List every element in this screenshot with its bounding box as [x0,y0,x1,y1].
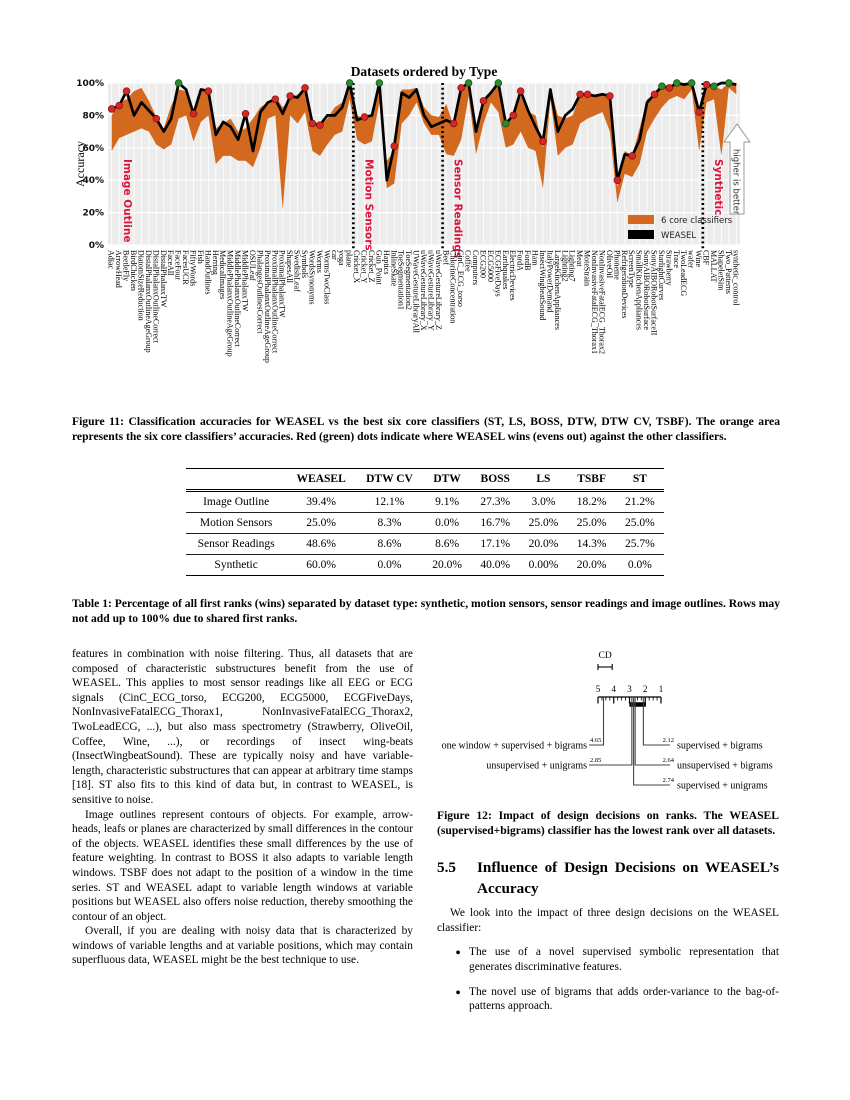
x-tick-label: ProximalPhalanxOutlineCorrect [270,250,280,354]
row-label: Image Outline [186,491,286,513]
win-dot [458,84,465,91]
x-tick-label: Strawberry [664,250,674,286]
x-tick-label: CinC_ECG_torso [456,250,466,307]
x-tick-label: Gun_Point [374,250,384,285]
win-dot [584,91,591,98]
table-row [186,555,664,576]
x-tick-label: Worms [314,250,324,273]
bullet-icon: • [455,984,461,1002]
x-tick-label: ShapeletSim [716,250,726,291]
x-tick-label: MiddlePhalanxOutlineCorrect [233,250,243,347]
x-tick-label: RefrigerationDevices [619,250,629,319]
legend-swatch-band [628,215,654,224]
table1-col-header: WEASEL [286,469,356,491]
section-heading [437,858,779,899]
table1-header [186,469,664,491]
win-dot [629,153,636,160]
x-tick-label: Beef [441,250,451,266]
x-tick-label: WormsTwoClass [322,250,332,305]
table-cell: 0.0% [377,559,402,571]
x-tick-label: ToeSegmentation1 [396,250,406,310]
table1-col-header: TSBF [568,469,616,491]
win-dot [205,88,212,95]
x-tick-label: plane [344,250,354,268]
x-tick-label: StarlightCurves [656,250,666,301]
x-tick-label: Ham [530,250,540,266]
x-tick-label: Herring [210,250,220,275]
x-tick-label: DistalPhalanxOutlineCorrect [151,250,161,343]
table-cell: 12.1% [356,491,423,513]
method-label: unsupervised + unigrams [486,760,587,772]
bullet-text: The use of a novel supervised symbolic representation that generates discriminative features. [469,946,779,973]
x-tick-label: SwedishLeaf [292,250,302,292]
x-tick-label: UWaveGestureLibraryAll [411,250,421,333]
method-rank: 2.12 [662,737,674,744]
table-cell: 8.6% [356,534,423,555]
x-tick-label: MedicalImages [218,250,228,300]
x-tick-label: Symbols [300,250,310,279]
table-cell: 8.6% [423,534,471,555]
win-dot [510,112,517,119]
x-tick-label: Computers [471,250,481,286]
win-dot [123,88,130,95]
bullet-icon: • [455,945,461,963]
x-tick-label: Lighting7 [567,250,577,282]
table-cell: 14.3% [568,534,616,555]
table-cell: 20.0% [432,559,462,571]
x-tick-label: FaceAll [166,250,176,276]
x-tick-label: ArrowHead [114,250,124,288]
win-dot [317,122,324,129]
method-line [635,697,670,765]
table-cell: 48.6% [286,534,356,555]
section-number: 5.5 [437,859,456,877]
win-dot [302,84,309,91]
win-dot [242,110,249,117]
win-dot [108,106,115,113]
even-dot [175,80,182,87]
win-dot [651,91,658,98]
axis-tick-label: 3 [627,684,632,694]
x-tick-label: Cricket_X [352,250,362,284]
x-tick-label: ProximalPhalanxOutlineAgeGroup [262,250,272,363]
method-line [589,697,632,765]
even-dot [465,80,472,87]
table-cell: 0.00% [528,559,559,571]
x-tick-label: Cricket_Z [366,250,376,283]
table1-col-header [186,469,286,491]
row-label: Sensor Readings [186,534,286,555]
win-dot [606,93,613,100]
x-tick-label: FaceFour [173,250,183,281]
figure11-chart [72,64,782,412]
table-cell: 25.0% [616,513,664,534]
table-cell: 25.0% [519,513,567,534]
win-dot [517,88,524,95]
table1-col-header: ST [616,469,664,491]
x-tick-label: ChlorineConcentration [448,250,458,324]
x-tick-label: ECGFiveDays [493,250,503,297]
x-tick-label: HandOutlines [203,250,213,295]
table-cell: 25.0% [286,513,356,534]
win-dot [450,120,457,127]
axis-tick-label: 1 [658,684,664,694]
x-tick-label: synthetic_control [731,250,741,306]
x-tick-label: NonInvasiveFatalECG_Thorax1 [590,250,600,354]
x-tick-label: Wine [694,250,704,268]
legend-swatch-weasel [628,230,654,239]
x-tick-label: SmallKitchenAppliances [634,250,644,330]
x-tick-label: Meat [575,250,585,267]
bullet-item [447,985,779,1014]
axis-tick-label: 5 [595,684,601,694]
row-label: Synthetic [214,559,258,571]
x-tick-label: FordB [523,250,533,271]
table-cell: 20.0% [576,559,607,571]
bullet-text: The novel use of bigrams that adds order-variance to the bag-of-patterns approach. [469,985,779,1013]
even-dot [502,120,509,127]
group-label: Image Outline [121,159,133,243]
win-dot [287,93,294,100]
y-tick-label: 0% [88,241,104,251]
x-tick-label: MiddlePhalanxOutlineAgeGroup [225,250,235,357]
x-tick-label: Trace [671,250,681,268]
section-title: Influence of Design Decisions on WEASEL’s Accuracy [477,859,779,897]
win-dot [696,109,703,116]
method-label: unsupervised + bigrams [677,760,773,772]
table-cell: 0.0% [627,559,652,571]
method-label: one window + supervised + bigrams [441,740,587,752]
even-dot [495,80,502,87]
paragraph: Image outlines represent contours of objects. For example, arrow-heads, leafs or planes are characterized by small differences in the contour of the objects. WEASEL identifies these small differences by the use of feature weighting. In contrast to BOSS it also adapts to variable length windows. TSBF does not adapt to the position of a window in the time series. ST and WEASEL adapt to variable length windows at variable positions but WEASEL also offers noise reduction, thereby smoothing the contour of an object. [72,808,413,923]
x-tick-label: uWaveGestureLibrary_X [419,250,428,331]
x-tick-label: InlineSkate [389,250,399,287]
method-label: supervised + bigrams [677,740,763,752]
x-tick-label: Two_Patterns [723,250,733,294]
x-tick-label: BirdChicken [129,250,139,291]
table-cell: 8.3% [356,513,423,534]
right-column [437,645,779,1014]
x-tick-label: OSULeaf [247,250,257,281]
legend-label: 6 core classifiers [661,216,733,226]
x-tick-label: Adiac [106,250,116,270]
chart-title: Datasets ordered by Type [350,64,498,79]
win-dot [577,91,584,98]
table-cell: 25.0% [568,513,616,534]
x-tick-label: Lighting2 [560,250,570,282]
x-tick-label: ScreenType [627,250,637,288]
even-dot [711,83,718,90]
x-tick-label: MoteStrain [582,250,592,286]
table-cell: 3.0% [519,491,567,513]
x-tick-label: DistalPhalanxTW [158,250,168,308]
win-dot [272,96,279,103]
x-tick-label: ProximalPhalanxTW [277,250,287,318]
y-tick-label: 100% [76,79,104,89]
x-tick-label: DistalPhalanxOutlineAgeGroup [143,250,153,353]
x-tick-label: ShapesAll [285,250,295,283]
x-tick-label: FacesUCR [181,250,191,285]
y-tick-label: 20% [82,208,104,219]
x-tick-label: Cricket_Y [359,250,369,284]
x-tick-label: ECG5000 [485,250,495,282]
higher-is-better-label: higher is better [730,149,741,215]
even-dot [346,80,353,87]
table1-col-header: LS [519,469,567,491]
win-dot [391,143,398,150]
table1-body [186,491,664,576]
method-rank: 2.74 [662,777,674,784]
method-rank: 2.85 [590,757,602,764]
x-tick-label: Haptics [381,250,391,275]
x-tick-label: uWaveGestureLibrary_Z [433,250,443,330]
table-cell: 0.0% [423,513,471,534]
x-tick-label: car [329,250,339,260]
x-tick-label: SonyAIBORobotSurface [642,250,652,330]
win-dot [480,97,487,104]
method-label: supervised + unigrams [677,780,768,792]
table-cell: 60.0% [306,559,336,571]
table1-caption: Table 1: Percentage of all first ranks (wins) separated by dataset type: synthetic, motion sensors, sensor readings and image outlines. Rows may not add up to 100% due to shared first ranks. [72,597,780,626]
win-dot [116,102,123,109]
x-tick-label: DiatomSizeReduction [136,250,146,321]
table-cell: 9.1% [423,491,471,513]
win-dot [703,81,710,88]
table1-col-header: DTW [423,469,471,491]
x-tick-label: MALLAT [708,250,718,283]
table-cell: 20.0% [519,534,567,555]
x-tick-label: OliveOil [604,250,614,278]
axis-tick-label: 2 [643,684,648,694]
y-tick-label: 60% [82,143,104,154]
group-label: Motion Sensors [362,159,375,251]
row-label: Motion Sensors [186,513,286,534]
table1-col-header: DTW CV [356,469,423,491]
paragraph: Overall, if you are dealing with noisy data that is characterized by windows of variable lengths and at variable positions, which may contain superfluous data, WEASEL might be the best technique to use. [72,925,413,967]
x-tick-label: PhalangesOutlinesCorrect [255,250,265,334]
method-rank: 4.65 [590,737,602,744]
win-dot [614,177,621,184]
x-tick-label: MiddlePhalanxTW [240,250,250,312]
table-cell: 27.3% [471,491,519,513]
x-tick-label: Fish [195,250,205,264]
x-tick-label: BeetleFly [121,250,131,282]
table-cell: 18.2% [568,491,616,513]
x-tick-label: InsectWingbeatSound [537,250,547,321]
x-tick-label: ECG200 [478,250,488,278]
paragraph: features in combination with noise filtering. Thus, all datasets that are composed of characteristic substructures benefit from the use of WEASEL. This applies to most sensor readings like all EEG or ECG signals (CinC_ECG_torso, ECG200, ECG5000, ECGFiveDays, NonInvasiveFatalECG_Thorax1, NonInvasiveFatalECG_Thorax2, TwoLeadECG, ...), but also mass spectrometry (Strawberry, OliveOil, Coffee, Wine, ...), or recordings of insect wing-beats (InsectWingbeatSound). These are typically noisy and have variable-length, characteristic substructures that can appear at arbitrary time stamps [18]. ST also fits to this kind of data but, in contrast to WEASEL, is sensitive to noise. [72,648,413,806]
x-tick-label: ToeSegmentation2 [404,250,414,310]
x-tick-label: Coffee [463,250,473,272]
x-tick-label: Phoneme [612,250,622,280]
x-tick-label: uWaveGestureLibrary_Y [426,250,436,331]
x-tick-label: NonInvasiveFatalECG_Thorax2 [597,250,607,354]
table-cell: 17.1% [471,534,519,555]
figure12-cd-diagram [437,645,779,797]
figure11-caption: Figure 11: Classification accuracies for WEASEL vs the best six core classifiers (ST, LS, BOSS, DTW, DTW CV, TSBF). The orange area represents the six core classifiers’ accuracies. Red (green) dots indicate where WEASEL wins (evens out) against the other classifiers. [72,415,780,444]
table-row [186,534,664,555]
group-label: Synthetic [711,159,724,216]
x-tick-label: FiftyWords [188,250,198,287]
win-dot [309,120,316,127]
win-dot [190,110,197,117]
x-tick-label: ElectricDevices [508,250,518,301]
table-cell: 21.2% [616,491,664,513]
table1-col-header: BOSS [471,469,519,491]
table-cell: 40.0% [480,559,511,571]
even-dot [376,80,383,87]
table-cell: 39.4% [286,491,356,513]
even-dot [725,80,732,87]
legend-label: WEASEL [661,231,697,241]
table-cell: 16.7% [471,513,519,534]
x-tick-label: Earthquakes [500,250,510,290]
win-dot [361,114,368,121]
x-tick-label: TwoLeadECG [679,250,689,297]
x-tick-label: WordsSynonyms [307,250,317,305]
table-cell: 25.7% [616,534,664,555]
table1 [186,468,664,576]
table-row [186,491,664,513]
paragraph: We look into the impact of three design decisions on the WEASEL classifier: [437,907,779,934]
y-axis-label: Accuracy [73,141,87,187]
method-rank: 2.64 [662,757,674,764]
axis-tick-label: 4 [611,684,616,694]
x-tick-label: FordA [515,250,525,271]
table-row [186,513,664,534]
x-tick-label: wafer [686,250,696,269]
figure12-caption: Figure 12: Impact of design decisions on ranks. The WEASEL (supervised+bigrams) classifier has the lowest rank over all datasets. [437,809,779,838]
x-tick-label: ItalyPowerDemand [545,250,555,313]
group-label: Sensor Readings [451,159,464,259]
bullet-item [447,945,779,974]
x-tick-label: SonyAIBORobotSurfaceII [649,250,659,336]
win-dot [540,138,547,145]
y-tick-label: 80% [82,111,104,122]
cd-label: CD [598,651,612,661]
win-dot [666,84,673,91]
even-dot [688,80,695,87]
x-tick-label: yoga [337,250,347,266]
y-tick-label: 40% [82,176,104,187]
win-dot [153,115,160,122]
even-dot [673,80,680,87]
even-dot [659,83,666,90]
x-tick-label: CBF [701,250,711,266]
x-tick-label: LargeKitchenAppliances [552,250,562,330]
left-column [72,647,413,968]
